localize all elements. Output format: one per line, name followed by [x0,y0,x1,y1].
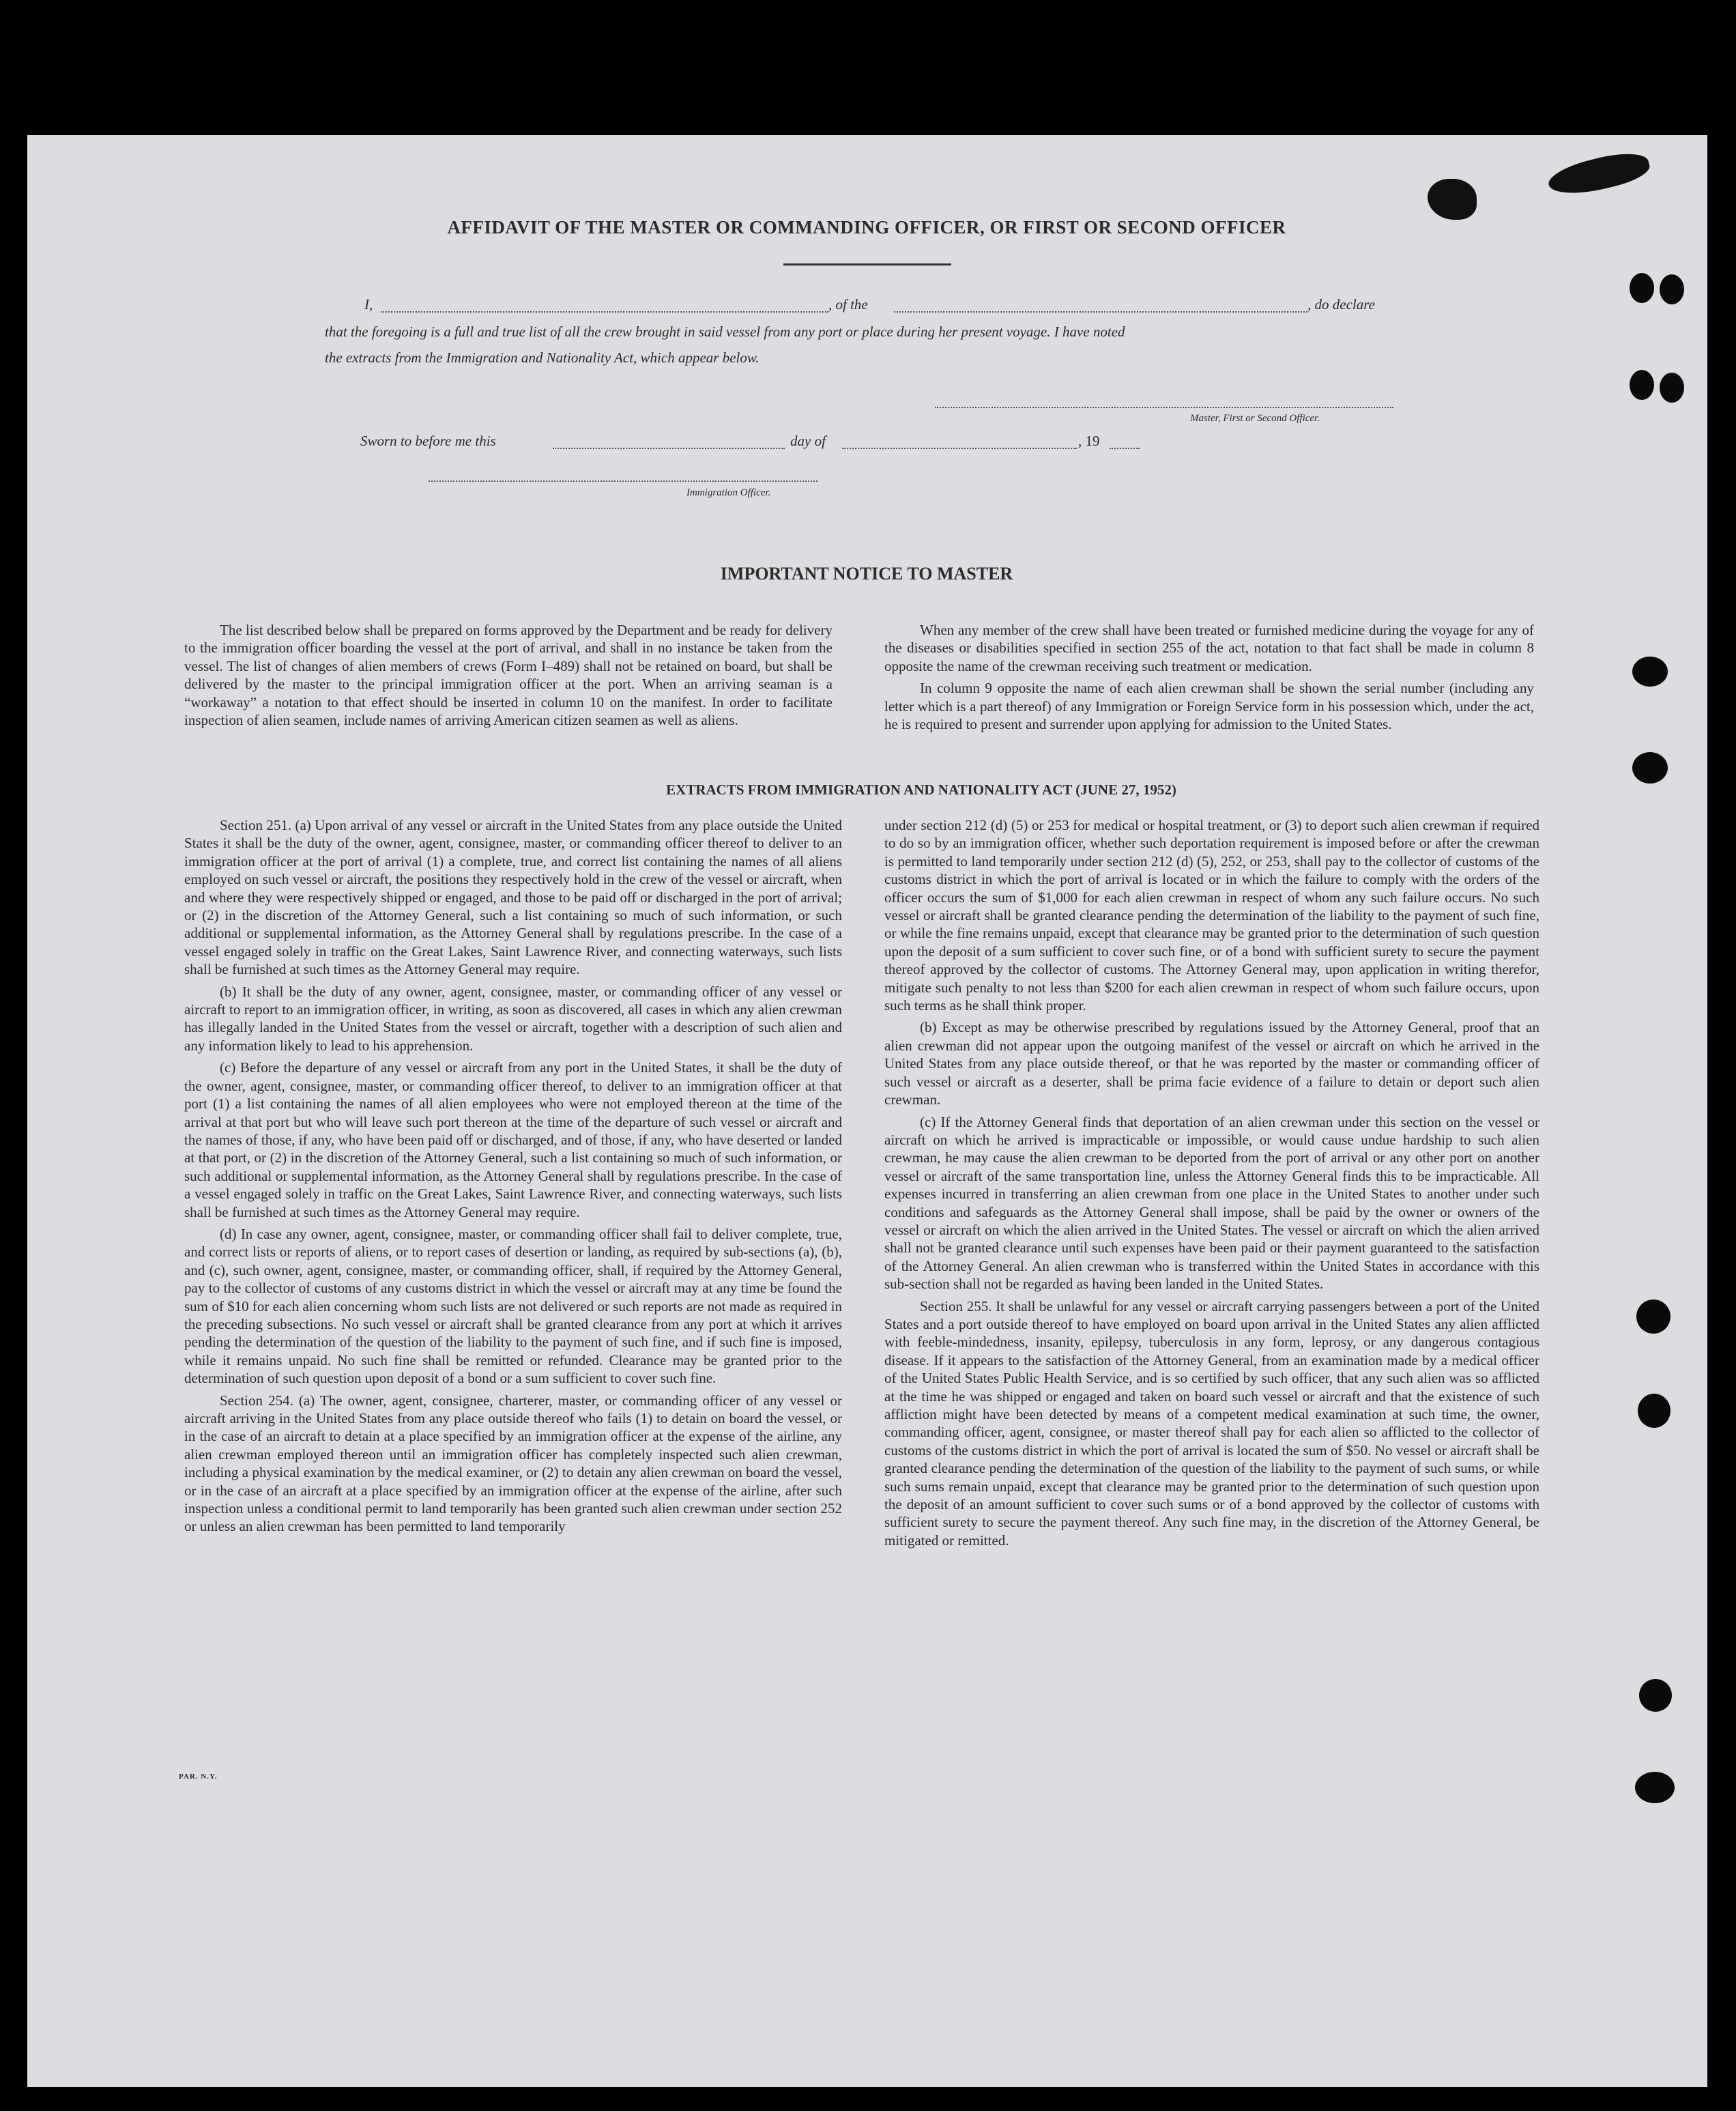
punch-hole [1632,752,1668,784]
master-signature-label: Master, First or Second Officer. [1190,413,1320,424]
sworn-label: Sworn to before me this [360,433,496,449]
extracts-left-column [184,816,842,1540]
punch-hole [1630,273,1654,303]
declaration-line-1: that the foregoing is a full and true list of all the crew brought in said vessel from any port or place during her present voyage. I have noted [325,324,1125,340]
section-paragraph: Section 254. (a) The owner, agent, consignee, charterer, master, or commanding officer of any vessel or aircraft arriving in the United States from any place outside thereof who fails (1) to detain on board the vessel, or in the case of an aircraft to detain at a place specified by an immigration officer at the expense of the airline, any alien crewman employed thereon until an immigration officer has completely inspected such alien crewman, including a physical examination by the medical examiner, or (2) to detain any alien crewman on board the vessel, or in the case of an aircraft at a place specified by an immigration officer at the expense of the airline, after such inspection unless a conditional permit to land temporarily has been granted such alien crewman under section 252 or unless an alien crewman has been permitted to land temporarily [184,1392,842,1535]
punch-hole [1638,1394,1670,1428]
punch-hole [1635,1772,1675,1803]
section-paragraph: Section 251. (a) Upon arrival of any vessel or aircraft in the United States from any place outside the United States it shall be the duty of the owner, agent, consignee, master, or commanding officer thereof to deliver to an immigration officer at the port of arrival (1) a complete, true, and correct list containing the names of all aliens employed on such vessel or aircraft, the positions they respectively hold in the crew of the vessel or aircraft, when and where they were respectively shipped or engaged, and those to be paid off or discharged in the port of arrival; or (2) in the discretion of the Attorney General, such a list containing so much of such information, or such additional or supplemental information, as the Attorney General shall by regulations prescribe. In the case of a vessel engaged solely in traffic on the Great Lakes, Saint Lawrence River, and connecting waterways, such lists shall be furnished at such times as the Attorney General may require. [184,817,842,978]
sworn-month-field[interactable] [842,448,1077,449]
sworn-day-field[interactable] [553,448,785,449]
vessel-field[interactable] [894,311,1307,313]
punch-hole [1639,1679,1672,1712]
punch-hole [1660,274,1684,304]
of-the-label: , of the [828,296,868,313]
extracts-right-column [884,816,1539,1553]
section-paragraph: under section 212 (d) (5) or 253 for medical or hospital treatment, or (3) to deport such alien crewman if required to do so by an immigration officer, whether such deportation requirement is imposed before or after the crewman is permitted to land temporarily under section 212 (d) (5), 252, or 253, shall pay to the collector of customs of the customs district in which the port of arrival is located or in which the failure to comply with the orders of the officer occurs the sum of $1,000 for each alien crewman in respect of whom any such failure occurs. No such vessel or aircraft shall be granted clearance pending the determination of the liability to the payment of such fine, or while the fine remains unpaid, except that clearance may be granted prior to the determination of such question upon the deposit of a sum sufficient to cover such fine, or of a bond with sufficient surety to secure the payment thereof approved by the collector of customs. The Attorney General may, upon application in writing therefor, mitigate such penalty to not less than $200 for each alien crewman in respect of whom such failure occurs, upon such terms as he shall think proper. [884,817,1539,1014]
name-field[interactable] [381,311,828,313]
extracts-heading: EXTRACTS FROM IMMIGRATION AND NATIONALITY ACT (JUNE 27, 1952) [666,781,1176,798]
master-signature-field[interactable] [935,407,1393,408]
immigration-officer-label: Immigration Officer. [686,487,771,498]
officer-signature-field[interactable] [429,480,818,482]
notice-paragraph: In column 9 opposite the name of each alien crewman shall be shown the serial number (including any letter which is a part thereof) of any Immigration or Foreign Service form in his possession which, under the act, he is required to present and surrender upon applying for admission to the United States. [884,680,1534,733]
notice-left-column [184,621,833,733]
notice-right-column [884,621,1534,737]
section-paragraph: Section 255. It shall be unlawful for any vessel or aircraft carrying passengers between a port of the United States and a port outside thereof to have employed on board upon arrival in the United States any alien afflicted with feeble-mindedness, insanity, epilepsy, tuberculosis in any form, leprosy, or any dangerous contagious disease. If it appears to the satisfaction of the Attorney General, from an examination made by a medical officer of the United States Public Health Service, and is so certified by such officer, that any such alien was so afflicted at the time he was shipped or engaged and taken on board such vessel or aircraft and that the existence of such affliction might have been detected by means of a competent medical examination at such time, the owner, commanding officer, agent, consignee, or master thereof shall pay for each alien so afflicted to the collector of customs of the customs district in which the port of arrival is located the sum of $50. No vessel or aircraft shall be granted clearance pending the determination of the question of the liability to the payment of such sums, or while such sums remain unpaid, except that clearance may be granted prior to the determination of such question upon the deposit of an amount sufficient to cover such sums or of a bond approved by the collector of customs with sufficient surety to secure the payment thereof. Any such fine may, in the discretion of the Attorney General, be mitigated or remitted. [884,1297,1539,1549]
punch-hole [1660,373,1684,403]
section-paragraph: (c) Before the departure of any vessel or aircraft from any port in the United States, it shall be the duty of the owner, agent, consignee, master, or commanding officer thereof, to deliver to an immigration officer at that port (1) a list containing the names of all alien employees who were not employed thereon at the time of the arrival at that port but who will leave such port thereon at the time of the departure of such vessel or aircraft and the names of those, if any, who have been paid off or discharged, and of those, if any, who have deserted or landed at that port, or (2) in the discretion of the Attorney General, such a list containing so much of such information, or such additional or supplemental information, as the Attorney General shall by regulations prescribe. In the case of a vessel engaged solely in traffic on the Great Lakes, Saint Lawrence River, and connecting waterways, such lists shall be furnished at such times as the Attorney General may require. [184,1059,842,1220]
notice-paragraph: When any member of the crew shall have been treated or furnished medicine during the voyage for any of the diseases or disabilities specified in section 255 of the act, notation to that fact shall be made in column 8 opposite the name of the crewman receiving such treatment or medication. [884,622,1534,674]
affidavit-title: AFFIDAVIT OF THE MASTER OR COMMANDING OFFICER, OR FIRST OR SECOND OFFICER [447,217,1286,238]
notice-paragraph: The list described below shall be prepared on forms approved by the Department and be ready for delivery to the immigration officer boarding the vessel at the port of arrival, and shall in no instance be taken from the vessel. The list of changes of alien members of crews (Form I–489) shall not be retained on board, but shall be delivered by the master to the principal immigration officer at the port. When an arriving seaman is a “workaway” a notation to that effect should be inserted in column 10 on the manifest. In order to facilitate inspection of alien seamen, include names of arriving American citizen seamen as well as aliens. [184,622,833,729]
section-paragraph: (c) If the Attorney General finds that deportation of an alien crewman under this section on the vessel or aircraft on which he arrived is impracticable or impossible, or would cause undue hardship to such alien crewman, he may cause the alien crewman to be deported from the port of arrival or any other port on another vessel or aircraft of the same transportation line, unless the Attorney General finds this to be impracticable. All expenses incurred in transferring an alien crewman from one place in the United States to another under such conditions and safeguards as the Attorney General shall impose, shall be paid by the owner or owners of the vessel or aircraft on which the alien arrived in the United States. The vessel or aircraft on which the alien arrived shall not be granted clearance until such expenses have been paid or their payment guaranteed to the satisfaction of the Attorney General. An alien crewman who is transferred within the United States in accordance with this sub-section shall not be regarded as having been landed in the United States. [884,1113,1539,1293]
section-paragraph: (d) In case any owner, agent, consignee, master, or commanding officer shall fail to deliver complete, true, and correct lists or reports of aliens, or to report cases of desertion or landing, as required by sub-sections (a), (b), and (c), such owner, agent, consignee, master, or commanding officer, shall, if required by the Attorney General, pay to the collector of customs of any customs district in which the vessel or aircraft may at any time be found the sum of $10 for each alien concerning whom such lists are not delivered or such reports are not made as required in the preceding subsections. No such vessel or aircraft shall be granted clearance from any port at which it arrives pending the determination of the question of the liability to the payment of such fine, and if such fine is imposed, while it remains unpaid. No such fine shall be remitted or refunded. Clearance may be granted prior to the determination of such question upon deposit of a bond or a sum sufficient to cover such fine. [184,1225,842,1387]
do-declare-label: , do declare [1307,296,1375,313]
punch-hole [1632,657,1668,687]
printer-mark: PAR. N.Y. [179,1772,218,1781]
declaration-line-2: the extracts from the Immigration and Nationality Act, which appear below. [325,349,760,366]
year-label: , 19 [1078,433,1100,449]
affidavit-i-label: I, [364,296,373,313]
punch-hole [1630,370,1654,400]
day-of-label: day of [790,433,826,449]
section-paragraph: (b) Except as may be otherwise prescribed by regulations issued by the Attorney General, proof that an alien crewman did not appear upon the outgoing manifest of the vessel or aircraft on which he arrived in the United States from any place outside thereof, or that he was reported by the master or commanding officer of such vessel or aircraft as a deserter, shall be prima facie evidence of a failure to detain or deport such alien crewman. [884,1019,1539,1108]
sworn-year-field[interactable] [1110,448,1140,449]
notice-heading: IMPORTANT NOTICE TO MASTER [720,564,1013,584]
title-rule [783,263,951,265]
section-paragraph: (b) It shall be the duty of any owner, agent, consignee, master, or commanding officer of any vessel or aircraft to report to an immigration officer, in writing, as soon as discovered, all cases in which any alien crewman has illegally landed in the United States from the vessel or aircraft, together with a description of such alien and any information likely to lead to his apprehension. [184,983,842,1054]
punch-hole [1636,1299,1670,1334]
